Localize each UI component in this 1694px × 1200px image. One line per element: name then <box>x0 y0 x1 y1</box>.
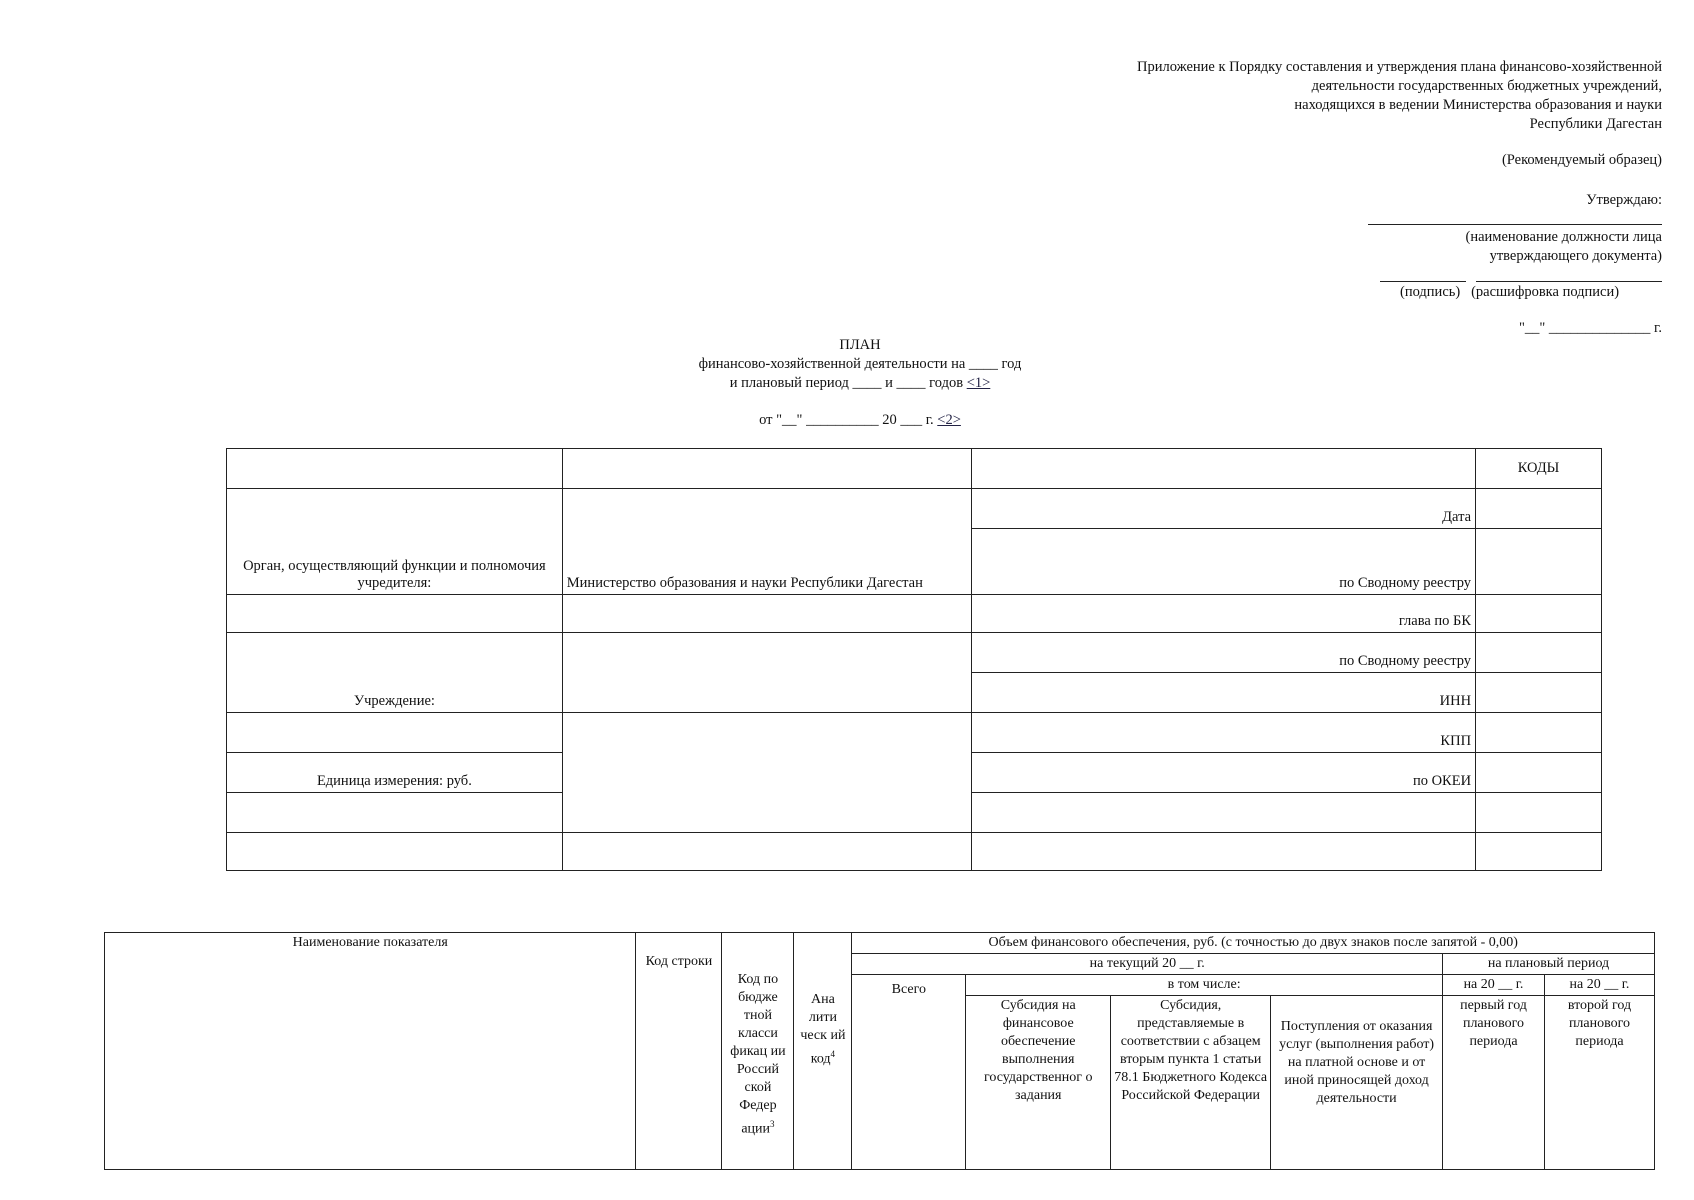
code-value-registry[interactable] <box>1476 529 1602 595</box>
footnote-ref-2[interactable]: <2> <box>937 412 961 428</box>
code-value-inn[interactable] <box>1476 673 1602 713</box>
appendix-line: Приложение к Порядку составления и утверждения плана финансово-хозяйственной <box>1137 59 1662 75</box>
header-cell-empty <box>1476 833 1602 871</box>
current-year-header: на текущий 20 __ г. <box>852 954 1443 975</box>
header-cell-empty <box>972 793 1476 833</box>
col-indicator-name: Наименование показателя <box>105 933 636 1170</box>
signature-line[interactable] <box>1380 281 1466 282</box>
appendix-note <box>1000 58 1662 134</box>
signature-caption: (подпись) (расшифровка подписи) <box>1400 284 1620 300</box>
footnote-3: 3 <box>770 1119 775 1129</box>
header-cell-empty <box>972 449 1476 489</box>
codes-header: КОДЫ <box>1476 449 1602 489</box>
code-value-date[interactable] <box>1476 489 1602 529</box>
including-header: в том числе: <box>966 975 1443 996</box>
header-cell-empty <box>562 449 972 489</box>
col-budget-code-text: Код по бюдже тной класси фикац ии Россий ской Федер ации <box>730 972 786 1137</box>
code-label-chapter-bk: глава по БК <box>972 595 1476 633</box>
code-value-chapter-bk[interactable] <box>1476 595 1602 633</box>
code-label-date: Дата <box>972 489 1476 529</box>
founder-label: Орган, осуществляющий функции и полномочия учредителя: <box>227 489 563 595</box>
planning-period-header: на плановый период <box>1443 954 1655 975</box>
position-caption-line: утверждающего документа) <box>1489 248 1662 264</box>
appendix-line: Республики Дагестан <box>1529 116 1662 132</box>
recommended-sample-note: (Рекомендуемый образец) <box>1501 152 1662 168</box>
col-income-services: Поступления от оказания услуг (выполнения работ) на платной основе и от иной приносящей доход деятельности <box>1271 996 1443 1170</box>
appendix-line: находящихся в ведении Министерства образования и науки <box>1294 97 1662 113</box>
position-line[interactable] <box>1368 224 1662 225</box>
plan-period-text: и плановый период ____ и ____ годов <box>729 375 964 391</box>
code-label-registry-2: по Сводному реестру <box>972 633 1476 673</box>
plan-period <box>630 374 1090 393</box>
code-label-registry: по Сводному реестру <box>972 529 1476 595</box>
institution-value[interactable] <box>562 633 972 713</box>
plan-heading <box>630 336 1090 393</box>
col-analytic-code-text: Ана лити ческ ий код <box>800 992 846 1067</box>
unit-label: Единица измерения: руб. <box>227 753 563 793</box>
code-value-kpp[interactable] <box>1476 713 1602 753</box>
plan-subtitle: финансово-хозяйственной деятельности на ____ год <box>698 356 1022 372</box>
footnote-ref-1[interactable]: <1> <box>966 375 991 391</box>
plan-title: ПЛАН <box>839 337 881 353</box>
institution-label: Учреждение: <box>227 633 563 713</box>
year-a-header: на 20 __ г. <box>1443 975 1545 996</box>
header-cell-empty <box>227 449 563 489</box>
year-b-header: на 20 __ г. <box>1544 975 1654 996</box>
approval-date: "__" ______________ г. <box>1518 320 1662 336</box>
unit-value[interactable] <box>562 713 972 833</box>
header-cell-empty <box>562 833 972 871</box>
header-info-table <box>226 448 1602 871</box>
plan-date-text: от "__" __________ 20 ___ г. <box>759 412 934 428</box>
code-label-kpp: КПП <box>972 713 1476 753</box>
volume-header: Объем финансового обеспечения, руб. (с точностью до двух знаков после запятой - 0,00) <box>852 933 1655 954</box>
position-caption-line: (наименование должности лица <box>1465 229 1662 245</box>
code-value-okei[interactable] <box>1476 753 1602 793</box>
col-first-year: первый год планового периода <box>1443 996 1545 1170</box>
appendix-line: деятельности государственных бюджетных учреждений, <box>1311 78 1662 94</box>
financial-plan-table <box>104 932 1655 1170</box>
approve-label: Утверждаю: <box>1586 192 1662 208</box>
header-cell-empty <box>972 833 1476 871</box>
header-cell-empty <box>562 595 972 633</box>
code-label-inn: ИНН <box>972 673 1476 713</box>
founder-value[interactable]: Министерство образования и науки Республики Дагестан <box>562 489 972 595</box>
footnote-4: 4 <box>830 1049 836 1059</box>
header-cell-empty <box>227 713 563 753</box>
header-cell-empty <box>1476 793 1602 833</box>
code-value-registry-2[interactable] <box>1476 633 1602 673</box>
position-caption <box>1342 228 1662 266</box>
signature-decoding-line[interactable] <box>1476 281 1662 282</box>
plan-date <box>630 412 1090 429</box>
header-cell-empty <box>227 833 563 871</box>
header-cell-empty <box>227 595 563 633</box>
col-budget-code <box>722 933 794 1170</box>
col-subsidy-781: Субсидия, представляемые в соответствии с абзацем вторым пункта 1 статьи 78.1 Бюджетного Кодекса Российской Федерации <box>1111 996 1271 1170</box>
col-subsidy-task: Субсидия на финансовое обеспечение выполнения государственног о задания <box>966 996 1111 1170</box>
col-second-year: второй год планового периода <box>1544 996 1654 1170</box>
header-cell-empty <box>227 793 563 833</box>
col-total: Всего <box>852 975 966 1170</box>
col-analytic-code <box>794 933 852 1170</box>
col-line-code: Код строки <box>636 933 722 1170</box>
code-label-okei: по ОКЕИ <box>972 753 1476 793</box>
